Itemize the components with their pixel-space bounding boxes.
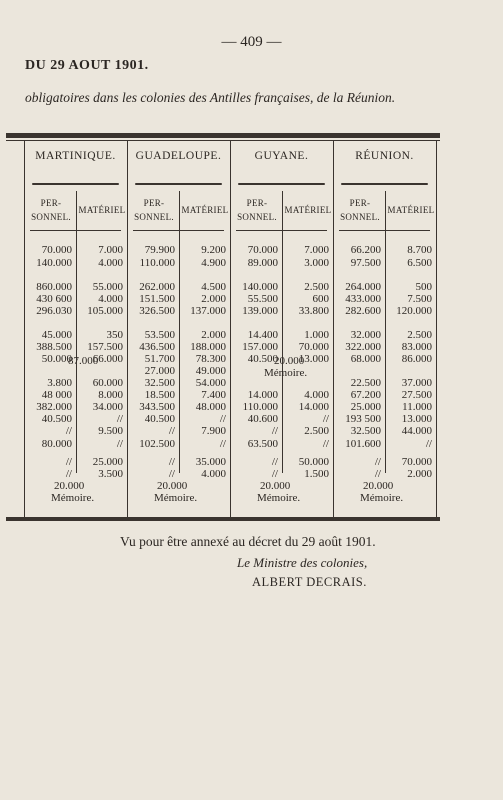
- materiel-value: 2.000: [201, 329, 226, 341]
- materiel-header: MATÉRIEL: [78, 205, 126, 215]
- materiel-value: 188.000: [190, 341, 226, 353]
- materiel-value: //: [116, 413, 123, 425]
- materiel-value: 4.900: [201, 257, 226, 269]
- personnel-value: 22.500: [350, 377, 381, 389]
- materiel-value: 105.000: [87, 305, 123, 317]
- materiel-value: 9.200: [201, 244, 226, 256]
- personnel-value: 89.000: [247, 257, 278, 269]
- colony-divider: [127, 141, 128, 517]
- materiel-value: 55.000: [92, 281, 123, 293]
- personnel-value: 110.000: [242, 401, 278, 413]
- header-ornament: [341, 183, 428, 185]
- personnel-value: 66.200: [350, 244, 381, 256]
- personnel-value: 32.500: [350, 425, 381, 437]
- materiel-value: 6.500: [407, 257, 432, 269]
- personnel-value: 102.500: [139, 438, 175, 450]
- personnel-value: 40.600: [247, 413, 278, 425]
- personnel-value: 40.500: [247, 353, 278, 365]
- footer-amount: 20.000: [54, 480, 85, 492]
- materiel-value: 14.000: [298, 401, 329, 413]
- span-value: 20.000: [274, 355, 305, 367]
- personnel-value: //: [168, 456, 175, 468]
- materiel-value: 2.000: [407, 468, 432, 480]
- materiel-value: 34.000: [92, 401, 123, 413]
- minister-title: Le Ministre des colonies,: [237, 555, 368, 570]
- materiel-value: 66.000: [92, 353, 123, 365]
- materiel-value: //: [219, 413, 226, 425]
- personnel-value: 14.000: [247, 389, 278, 401]
- personnel-value: //: [65, 468, 72, 480]
- personnel-value: 68.000: [350, 353, 381, 365]
- materiel-value: 50.000: [298, 456, 329, 468]
- materiel-value: 37.000: [401, 377, 432, 389]
- table-border-right: [436, 141, 437, 517]
- personnel-value: 140.000: [242, 281, 278, 293]
- personnel-header: PER- SONNEL.: [340, 198, 380, 222]
- materiel-value: 600: [312, 293, 329, 305]
- footer-note: Mémoire.: [154, 492, 198, 504]
- personnel-value: 97.500: [350, 257, 381, 269]
- personnel-value: 157.000: [242, 341, 278, 353]
- footer-amount: 20.000: [157, 480, 188, 492]
- personnel-value: 110.000: [139, 257, 175, 269]
- personnel-value: 27.000: [144, 365, 175, 377]
- materiel-value: 25.000: [92, 456, 123, 468]
- personnel-value: //: [168, 468, 175, 480]
- budget-table: [6, 133, 440, 522]
- personnel-value: 151.500: [139, 293, 175, 305]
- footer-amount: 20.000: [260, 480, 291, 492]
- materiel-value: 4.500: [201, 281, 226, 293]
- materiel-value: //: [116, 438, 123, 450]
- materiel-value: 1.500: [304, 468, 329, 480]
- personnel-value: 14.400: [247, 329, 278, 341]
- materiel-value: 70.000: [401, 456, 432, 468]
- materiel-value: 500: [415, 281, 432, 293]
- materiel-value: 54.000: [195, 377, 226, 389]
- minister-signature: ALBERT DECRAIS.: [252, 575, 367, 589]
- personnel-value: 322.000: [345, 341, 381, 353]
- personnel-value: 388.500: [36, 341, 72, 353]
- personnel-value: //: [65, 425, 72, 437]
- personnel-value: 433.000: [345, 293, 381, 305]
- materiel-value: 49.000: [195, 365, 226, 377]
- personnel-value: 32.500: [144, 377, 175, 389]
- header-ornament: [32, 183, 119, 185]
- materiel-header: MATÉRIEL: [181, 205, 229, 215]
- personnel-value: 430 600: [36, 293, 72, 305]
- personnel-value: 80.000: [41, 438, 72, 450]
- personnel-header: PER- SONNEL.: [237, 198, 277, 222]
- materiel-value: 137.000: [190, 305, 226, 317]
- personnel-value: //: [271, 468, 278, 480]
- materiel-value: 8.000: [98, 389, 123, 401]
- colony-name: GUADELOUPE.: [135, 150, 222, 162]
- personnel-value: 101.600: [345, 438, 381, 450]
- header-ornament: [135, 183, 222, 185]
- colony-divider: [230, 141, 231, 517]
- materiel-value: 2.500: [407, 329, 432, 341]
- materiel-value: 7.000: [304, 244, 329, 256]
- span-value: 87.000: [68, 355, 99, 367]
- personnel-value: 70.000: [247, 244, 278, 256]
- subtitle: obligatoires dans les colonies des Antilles françaises, de la Réunion.: [25, 90, 396, 105]
- personnel-value: //: [374, 456, 381, 468]
- materiel-value: 86.000: [401, 353, 432, 365]
- personnel-value: //: [168, 425, 175, 437]
- personnel-value: 79.900: [144, 244, 175, 256]
- materiel-value: 60.000: [92, 377, 123, 389]
- materiel-value: 78.300: [195, 353, 226, 365]
- materiel-value: 4.000: [98, 257, 123, 269]
- personnel-value: 3.800: [47, 377, 72, 389]
- materiel-value: 48.000: [195, 401, 226, 413]
- materiel-value: 9.500: [98, 425, 123, 437]
- materiel-value: 33.800: [298, 305, 329, 317]
- span-note: Mémoire.: [264, 367, 308, 379]
- personnel-value: //: [271, 425, 278, 437]
- personnel-value: 40.500: [41, 413, 72, 425]
- personnel-value: 25.000: [350, 401, 381, 413]
- materiel-value: 2.000: [201, 293, 226, 305]
- footer-note: Mémoire.: [51, 492, 95, 504]
- colony-divider: [333, 141, 334, 517]
- personnel-value: 45.000: [41, 329, 72, 341]
- personnel-value: 53.500: [144, 329, 175, 341]
- materiel-value: //: [322, 438, 329, 450]
- materiel-value: 157.500: [87, 341, 123, 353]
- materiel-value: 35.000: [195, 456, 226, 468]
- personnel-value: 860.000: [36, 281, 72, 293]
- personnel-value: 18.500: [144, 389, 175, 401]
- materiel-value: 2.500: [304, 281, 329, 293]
- personnel-value: 139.000: [242, 305, 278, 317]
- materiel-value: 4.000: [201, 468, 226, 480]
- materiel-value: 83.000: [401, 341, 432, 353]
- personnel-value: 264.000: [345, 281, 381, 293]
- materiel-value: 13.000: [298, 353, 329, 365]
- materiel-value: 11.000: [402, 401, 432, 413]
- materiel-value: //: [425, 438, 432, 450]
- materiel-value: 27.500: [401, 389, 432, 401]
- materiel-value: 4.000: [98, 293, 123, 305]
- materiel-value: //: [322, 413, 329, 425]
- personnel-value: 50.000: [41, 353, 72, 365]
- personnel-value: 326.500: [139, 305, 175, 317]
- materiel-value: 2.500: [304, 425, 329, 437]
- personnel-value: 55.500: [247, 293, 278, 305]
- date-heading: DU 29 AOUT 1901.: [25, 58, 149, 73]
- personnel-value: 282.600: [345, 305, 381, 317]
- table-top-rule: [6, 133, 440, 138]
- personnel-value: 193 500: [345, 413, 381, 425]
- personnel-value: 63.500: [247, 438, 278, 450]
- annex-statement: Vu pour être annexé au décret du 29 août 1901.: [120, 534, 376, 549]
- footer-note: Mémoire.: [360, 492, 404, 504]
- materiel-value: //: [219, 438, 226, 450]
- materiel-value: 7.500: [407, 293, 432, 305]
- materiel-value: 1.000: [304, 329, 329, 341]
- personnel-value: 67.200: [350, 389, 381, 401]
- header-ornament: [238, 183, 325, 185]
- personnel-header: PER- SONNEL.: [134, 198, 174, 222]
- personnel-value: //: [271, 456, 278, 468]
- personnel-value: 32.000: [350, 329, 381, 341]
- footer-note: Mémoire.: [257, 492, 301, 504]
- personnel-value: 382.000: [36, 401, 72, 413]
- table-top-rule-thin: [6, 140, 440, 141]
- materiel-value: 120.000: [396, 305, 432, 317]
- materiel-value: 70.000: [298, 341, 329, 353]
- materiel-value: 350: [106, 329, 123, 341]
- colony-name: RÉUNION.: [355, 150, 414, 162]
- personnel-value: //: [65, 456, 72, 468]
- colony-name: GUYANE.: [254, 150, 309, 162]
- personnel-value: 51.700: [144, 353, 175, 365]
- materiel-header: MATÉRIEL: [387, 205, 435, 215]
- table-border-left: [24, 141, 25, 517]
- personnel-value: 140.000: [36, 257, 72, 269]
- personnel-value: 436.500: [139, 341, 175, 353]
- personnel-value: 296.030: [36, 305, 72, 317]
- table-bottom-rule: [6, 517, 440, 521]
- materiel-value: 3.000: [304, 257, 329, 269]
- personnel-value: 48 000: [41, 389, 72, 401]
- materiel-value: 8.700: [407, 244, 432, 256]
- page-number: — 409 —: [221, 34, 282, 50]
- personnel-header: PER- SONNEL.: [31, 198, 71, 222]
- materiel-value: 3.500: [98, 468, 123, 480]
- personnel-value: 343.500: [139, 401, 175, 413]
- personnel-value: //: [374, 468, 381, 480]
- materiel-value: 44.000: [401, 425, 432, 437]
- materiel-value: 7.900: [201, 425, 226, 437]
- personnel-value: 262.000: [139, 281, 175, 293]
- footer-amount: 20.000: [363, 480, 394, 492]
- materiel-value: 4.000: [304, 389, 329, 401]
- colony-name: MARTINIQUE.: [35, 150, 116, 162]
- personnel-value: 40.500: [144, 413, 175, 425]
- personnel-value: 70.000: [41, 244, 72, 256]
- materiel-value: 7.400: [201, 389, 226, 401]
- materiel-value: 13.000: [401, 413, 432, 425]
- materiel-value: 7.000: [98, 244, 123, 256]
- materiel-header: MATÉRIEL: [284, 205, 332, 215]
